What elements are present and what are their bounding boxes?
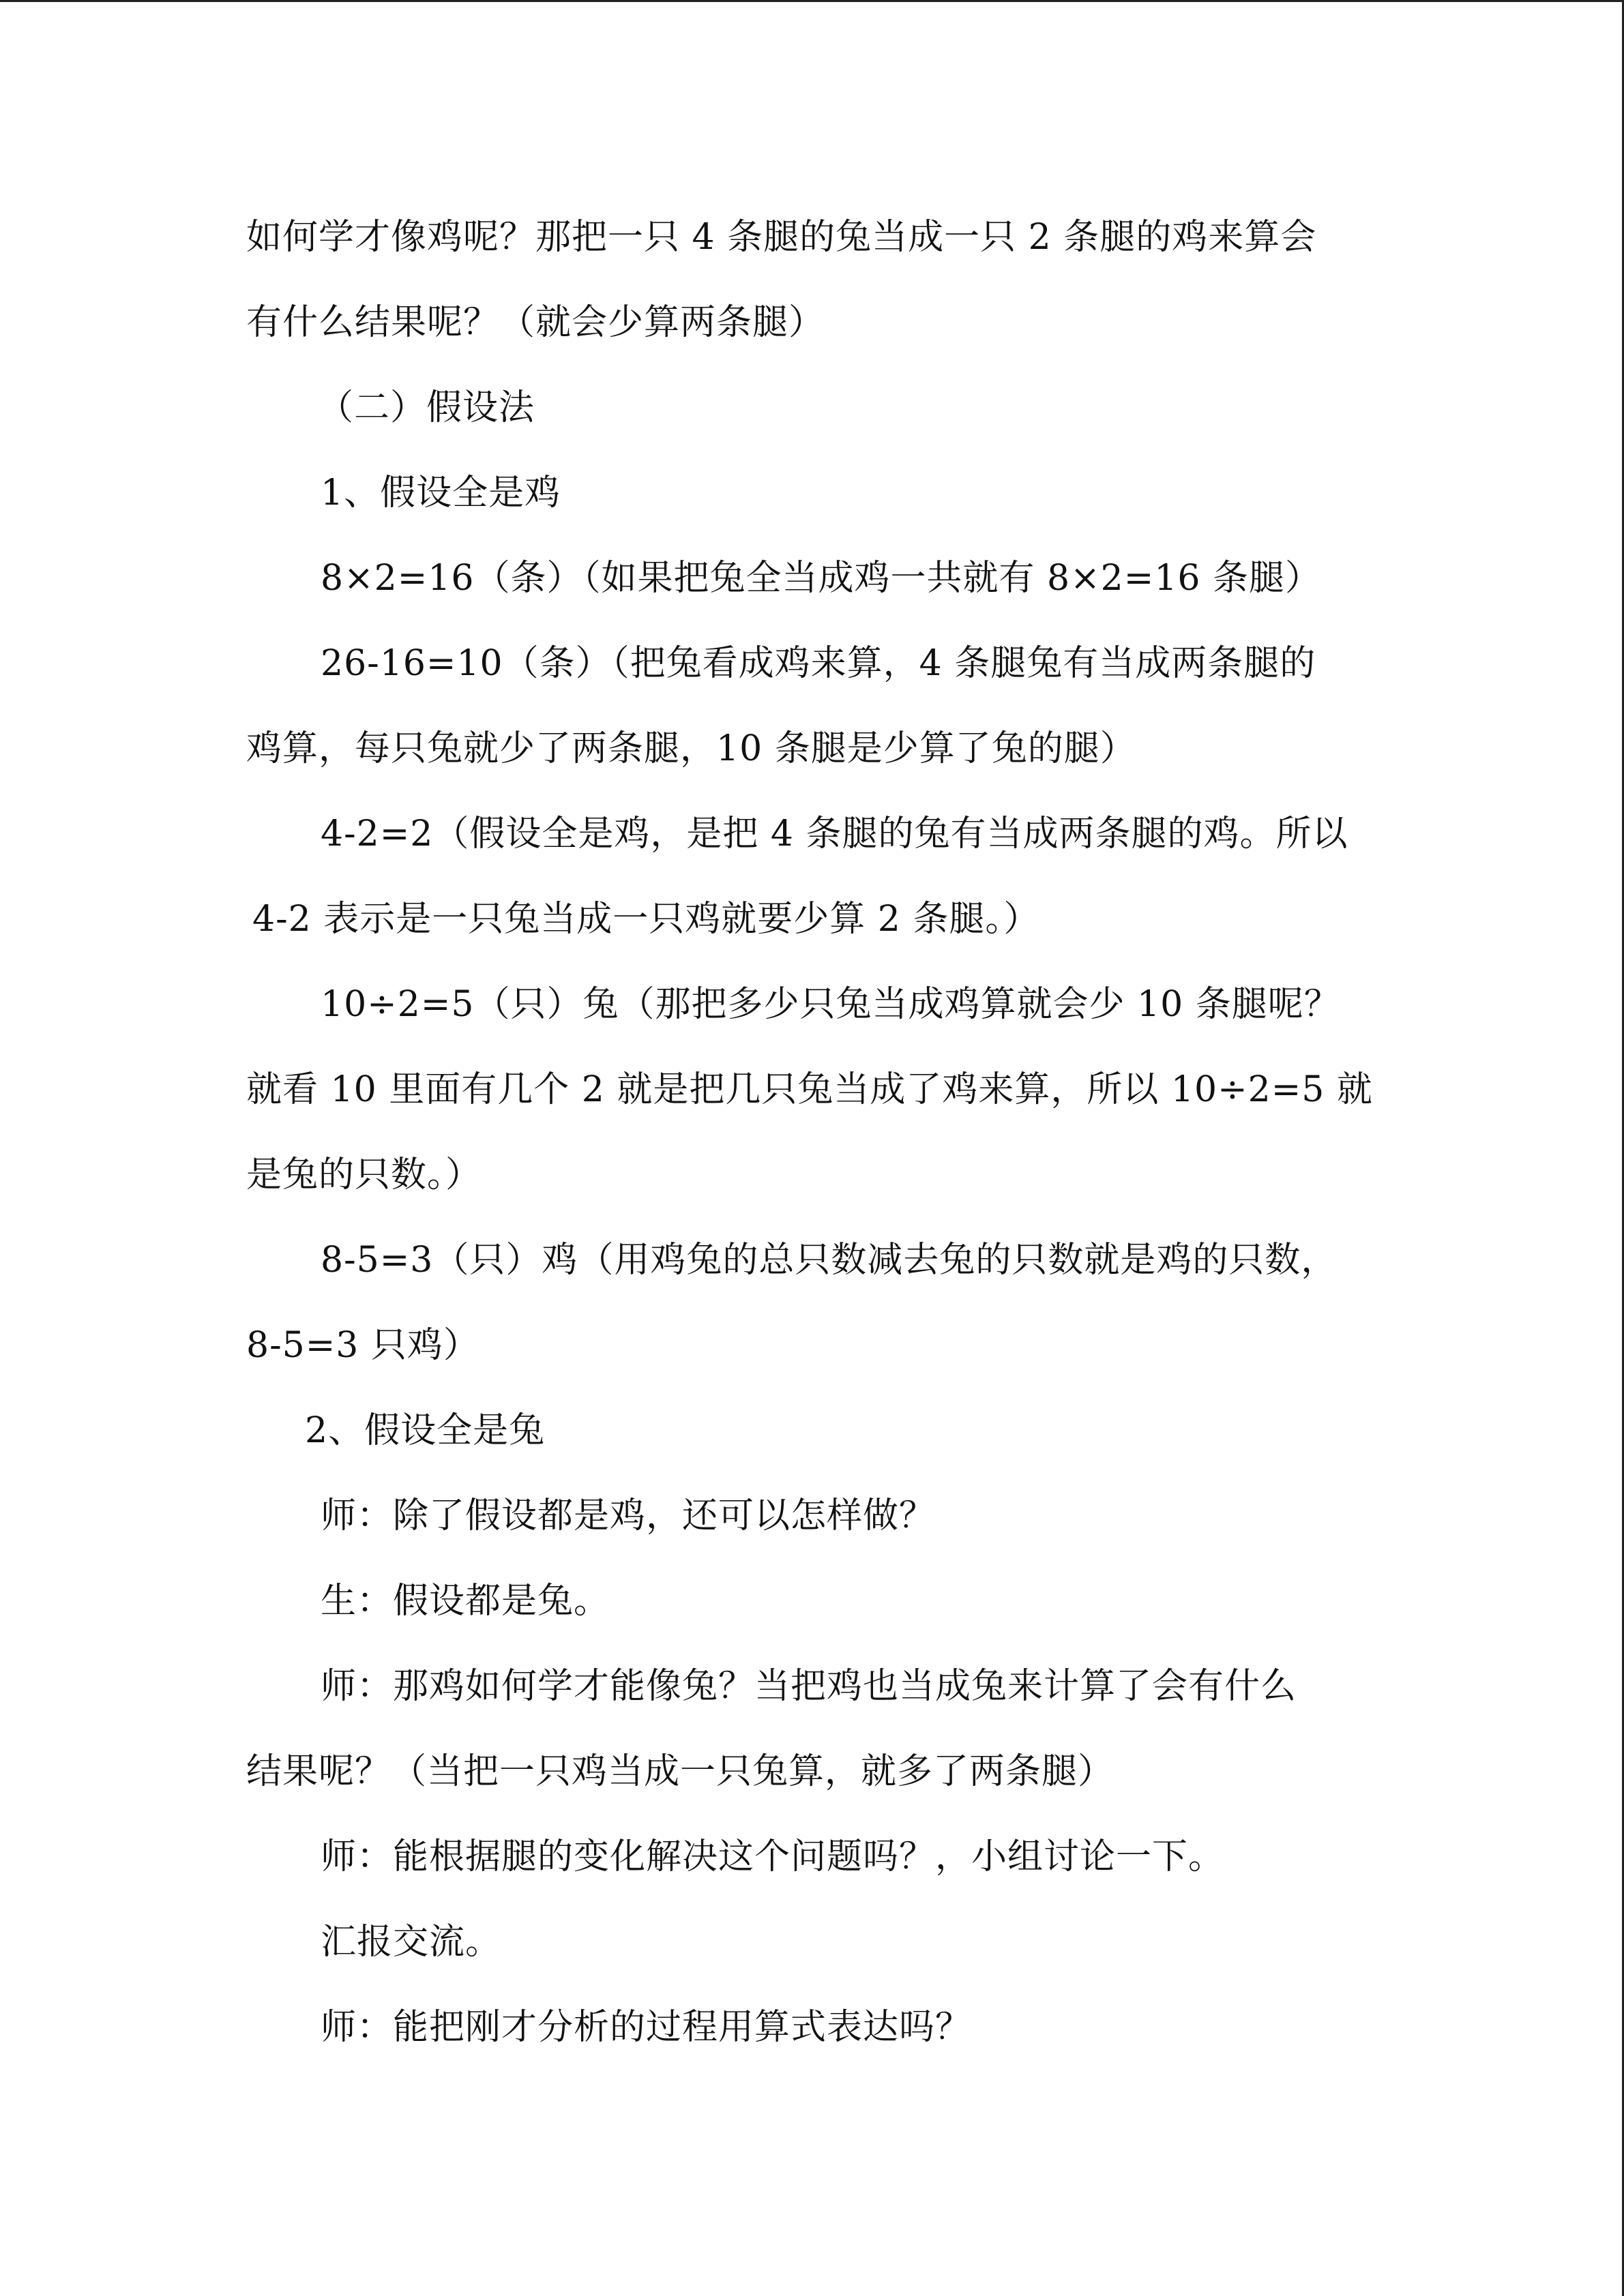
text-line: 结果呢？（当把一只鸡当成一只兔算，就多了两条腿）: [246, 1751, 1114, 1792]
text-line: 就看 10 里面有几个 2 就是把几只兔当成了鸡来算，所以 10÷2=5 就: [246, 1069, 1373, 1110]
text-line: 8-5=3 只鸡）: [246, 1325, 479, 1366]
text-line: 有什么结果呢？（就会少算两条腿）: [246, 302, 825, 343]
text-line: 如何学才像鸡呢？那把一只 4 条腿的兔当成一只 2 条腿的鸡来算会: [246, 217, 1317, 258]
text-line: 是兔的只数。）: [246, 1154, 482, 1195]
text-line: 师：能根据腿的变化解决这个问题吗？，小组讨论一下。: [321, 1836, 1225, 1877]
text-line: 8×2=16（条）（如果把兔全当成鸡一共就有 8×2=16 条腿）: [321, 558, 1322, 599]
text-line: 汇报交流。: [321, 1922, 502, 1963]
subsection-heading: 2、假设全是兔: [305, 1410, 546, 1451]
text-line: 师：除了假设都是鸡，还可以怎样做？: [321, 1495, 936, 1536]
text-line: 鸡算，每只兔就少了两条腿，10 条腿是少算了兔的腿）: [246, 728, 1136, 769]
text-line: 8-5=3（只）鸡（用鸡兔的总只数减去兔的只数就是鸡的只数，: [321, 1240, 1338, 1281]
text-line: 4-2 表示是一只兔当成一只鸡就要少算 2 条腿。）: [252, 899, 1040, 940]
text-line: 师：能把刚才分析的过程用算式表达吗？: [321, 2007, 972, 2048]
text-line: 10÷2=5（只）兔（那把多少只兔当成鸡算就会少 10 条腿呢？: [321, 984, 1340, 1025]
subsection-heading: 1、假设全是鸡: [321, 473, 561, 513]
text-line: 4-2=2（假设全是鸡，是把 4 条腿的兔有当成两条腿的鸡。所以: [321, 814, 1348, 854]
section-heading: （二）假设法: [318, 387, 535, 428]
text-line: 师：那鸡如何学才能像兔？当把鸡也当成兔来计算了会有什么: [321, 1666, 1297, 1707]
text-line: 26-16=10（条）（把兔看成鸡来算，4 条腿兔有当成两条腿的: [321, 643, 1316, 684]
text-line: 生：假设都是兔。: [321, 1581, 610, 1622]
